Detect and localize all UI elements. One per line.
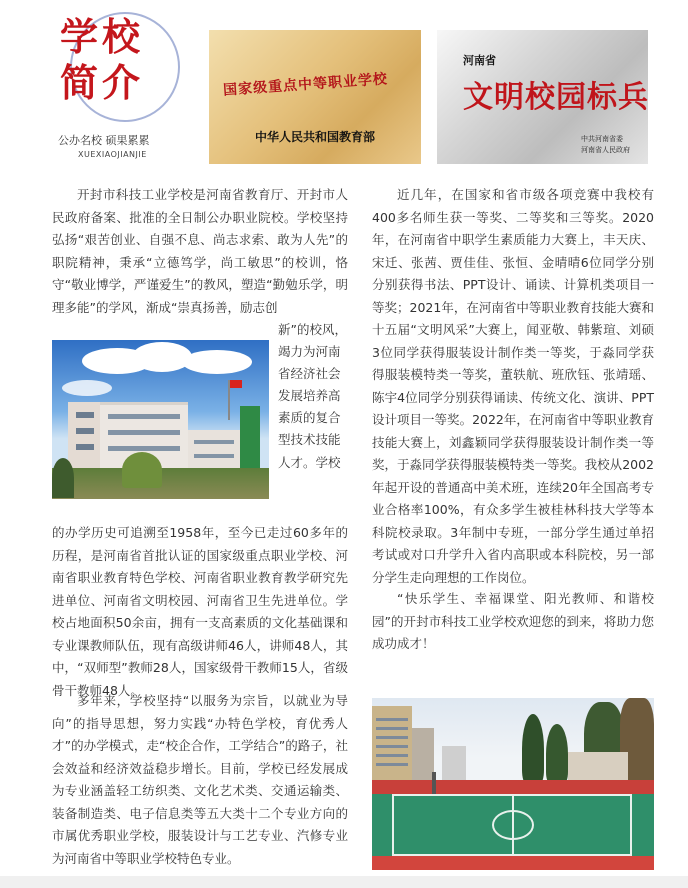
campus-building-photo (52, 340, 269, 499)
page-slogan: 公办名校 硕果累累 (58, 134, 150, 147)
welcome-paragraph: “快乐学生、幸福课堂、阳光教师、和谐校园”的开封市科技工业学校欢迎您的到来，将助力您成功成才！ (372, 591, 654, 651)
plaque-gold-title: 国家级重点中等职业学校 (222, 71, 389, 99)
intro-paragraph-1-wrap: 新”的校风，竭力为河南省经济社会发展培养高素质的复合型技术技能人才。学校 (278, 322, 347, 470)
page-title-pinyin: XUEXIAOJIANJIE (78, 150, 147, 159)
intro-paragraph-1-continued: 的办学历史可追溯至1958年，至今已走过60多年的历程，是河南省首批认证的国家级重点职业学校、河南省职业教育特色学校、河南省职业教育教学研究先进单位、河南省文明校园、河南省卫生先进单位。学校占地面积50余亩，拥有一支高素质的文化基础课和专业课教师队伍，现有高级讲师46人，讲师48人，其中，“双师型”教师28人，国家级骨干教师15人，省级骨干教师48人。 (52, 525, 348, 698)
plaque-silver-issuer-line2: 河南省人民政府 (581, 146, 630, 154)
title-block (50, 4, 185, 174)
plaque-silver-title: 文明校园标兵 (463, 80, 649, 115)
footer-strip (0, 876, 688, 888)
civilized-campus-plaque (437, 30, 648, 164)
intro-paragraph-1: 开封市科技工业学校是河南省教育厅、开封市人民政府备案、批准的全日制公办职业院校。学校坚持弘扬“艰苦创业、自强不息、尚志求索、敢为人先”的职院精神，秉承“立德笃学，尚工敏思”的校训，恪守“敬业博学，严谨爱生”的教风，塑造“勤勉乐学，明理多能”的学风，渐成“崇真扬善，励志创 (52, 187, 348, 315)
sports-court-photo (372, 698, 654, 870)
intro-paragraph-2: 多年来，学校坚持“以服务为宗旨，以就业为导向”的指导思想，努力实践“办特色学校，育优秀人才”的办学模式，走“校企合作，工学结合”的路子，社会效益和经济效益稳步增长。目前，学校已经发展成为专业涵盖轻工纺织类、文化艺术类、交通运输类、装备制造类、电子信息类等五大类十二个专业方向的市属优秀职业学校，服装设计与工艺专业、汽修专业为河南省中等职业学校特色专业。 (52, 693, 348, 866)
plaque-silver-province: 河南省 (463, 54, 496, 67)
page-title-line1: 学校 (60, 14, 145, 59)
plaque-silver-issuer-line1: 中共河南省委 (581, 135, 623, 143)
national-key-school-plaque (209, 30, 421, 164)
awards-paragraph: 近几年，在国家和省市级各项竞赛中我校有400多名师生获一等奖、二等奖和三等奖。2020年，在河南省中职学生素质能力大赛上，丰天庆、宋迁、张茜、贾佳佳、张恒、金晴晴6位同学分别分别获得书法、PPT设计、诵读、计算机类项目一等奖；2021年，在河南省中等职业教育技能大赛和十五届“文明风采”大赛上，闻亚敬、韩紫瑄、刘硕3位同学获得服装设计制作类一等奖，于淼同学获得服装模特类一等奖，董轶航、班欣钰、张靖瑶、陈宇4位同学分别获得诵读、传统文化、演讲、PPT设计项目一等奖。2022年，在河南省中等职业教育技能大赛上，刘鑫颖同学获得服装设计制作类一等奖，于淼同学获得服装模特类一等奖。我校从2002年起开设的普通高中美术班，连续20年全国高考专业合格率100%，有众多学生被桂林科技大学等本科院校录取。3年制中专班，一部分学生通过单招考试或对口升学升入省内高职或本科院校，另一部分学生走向理想的工作岗位。 (372, 187, 654, 585)
page-title-line2: 简介 (60, 60, 145, 105)
plaque-gold-issuer: 中华人民共和国教育部 (254, 130, 375, 144)
